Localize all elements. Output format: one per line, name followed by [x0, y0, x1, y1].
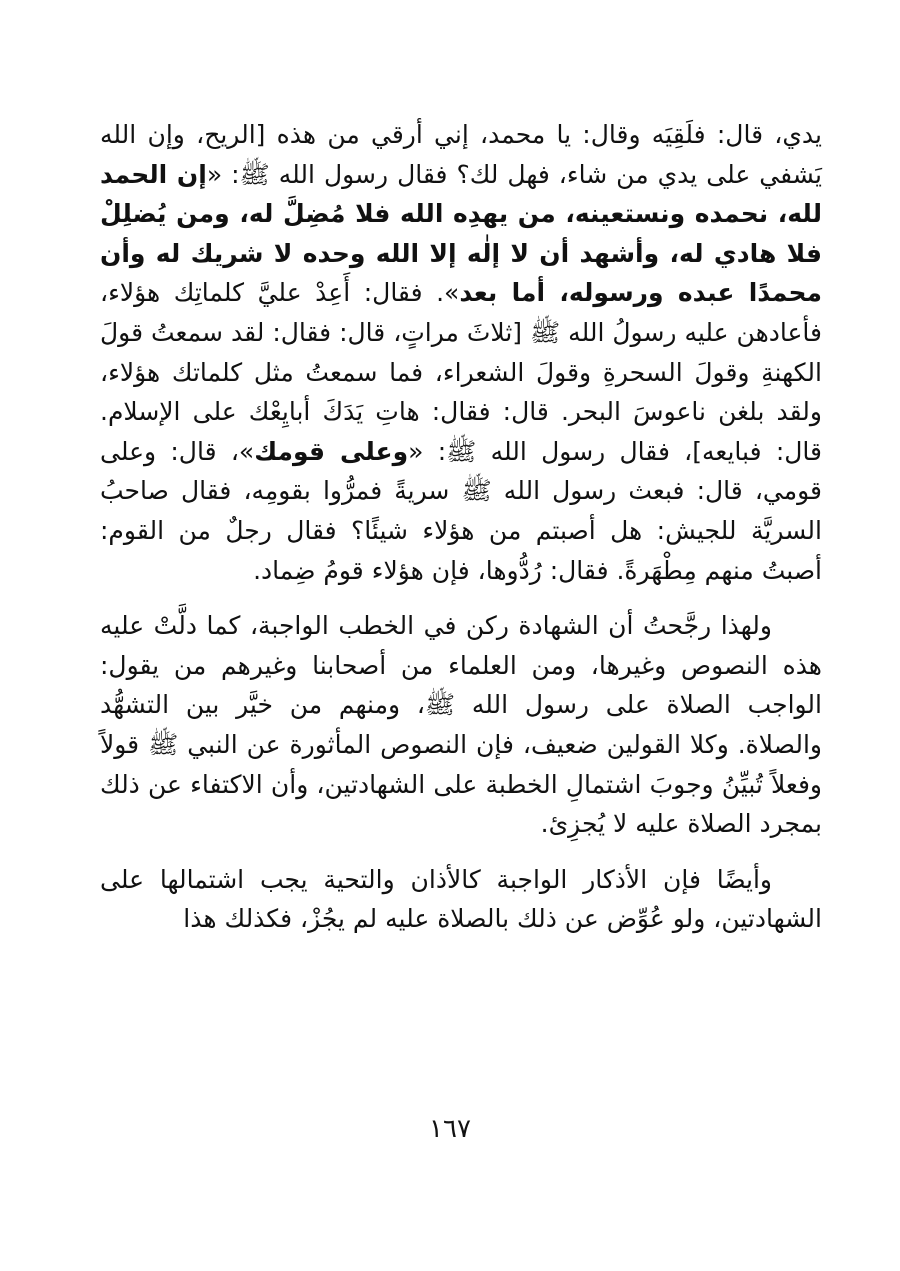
page-body — [100, 115, 822, 939]
paragraph-text: ». فقال: أَعِدْ عليَّ كلماتِك هؤلاء، فأعادهن عليه رسولُ الله ﷺ [ثلاثَ مراتٍ، قال: فقال: لقد سمعتُ قولَ الكهنةِ وقولَ السحرةِ وقولَ الشعراء، فما سمعتُ مثل كلماتك هؤلاء، ولقد بلغن ناعوسَ البحر. قال: فقال: هاتِ يَدَكَ أبايِعْك على الإسلام. قال: فبايعه]، فقال رسول الله ﷺ: « — [100, 278, 822, 466]
paragraph-text: يدي، قال: فلَقِيَه وقال: يا محمد، إني أرقي من هذه [الريح، وإن الله يَشفي على يدي من شاء، فهل لك؟ فقال رسول الله ﷺ: « — [100, 120, 822, 189]
paragraph-adhkar-wajiba — [100, 860, 822, 939]
bold-quote-khutbat-al-haja: إن الحمد لله، نحمده ونستعينه، من يهدِه الله فلا مُضِلَّ له، ومن يُضلِلْ فلا هادي له، وأشهد أن لا إلٰه إلا الله وحده لا شريك له وأن محمدًا عبده ورسوله، أما بعد — [100, 159, 822, 308]
paragraph-hadith-dimad — [100, 115, 822, 590]
bold-quote-wa-ala-qawmik: وعلى قومك — [254, 436, 409, 466]
page-number: ١٦٧ — [429, 1114, 471, 1144]
paragraph-text: ولهذا رجَّحتُ أن الشهادة ركن في الخطب الواجبة، كما دلَّتْ عليه هذه النصوص وغيرها، ومن العلماء من أصحابنا وغيرهم من يقول: الواجب الصلاة على رسول الله ﷺ، ومنهم من خيَّر بين التشهُّد والصلاة. وكلا القولين ضعيف، فإن النصوص المأثورة عن النبي ﷺ قولاً وفعلاً تُبيِّنُ وجوبَ اشتمالِ الخطبة على الشهادتين، وأن الاكتفاء عن ذلك بمجرد الصلاة عليه لا يُجزِئ. — [100, 611, 822, 839]
paragraph-text: وأيضًا فإن الأذكار الواجبة كالأذان والتحية يجب اشتمالها على الشهادتين، ولو عُوِّض عن ذلك بالصلاة عليه لم يجُزْ، فكذلك هذا — [100, 864, 822, 934]
paragraph-text: »، قال: وعلى قومي، قال: فبعث رسول الله ﷺ سريةً فمرُّوا بقومِه، فقال صاحبُ السريَّة للجيش: هل أصبتم من هؤلاء شيئًا؟ فقال رجلٌ من القوم: أصبتُ منهم مِطْهَرةً. فقال: رُدُّوها، فإن هؤلاء قومُ ضِماد. — [100, 436, 822, 585]
paragraph-shahada-rukn — [100, 606, 822, 844]
